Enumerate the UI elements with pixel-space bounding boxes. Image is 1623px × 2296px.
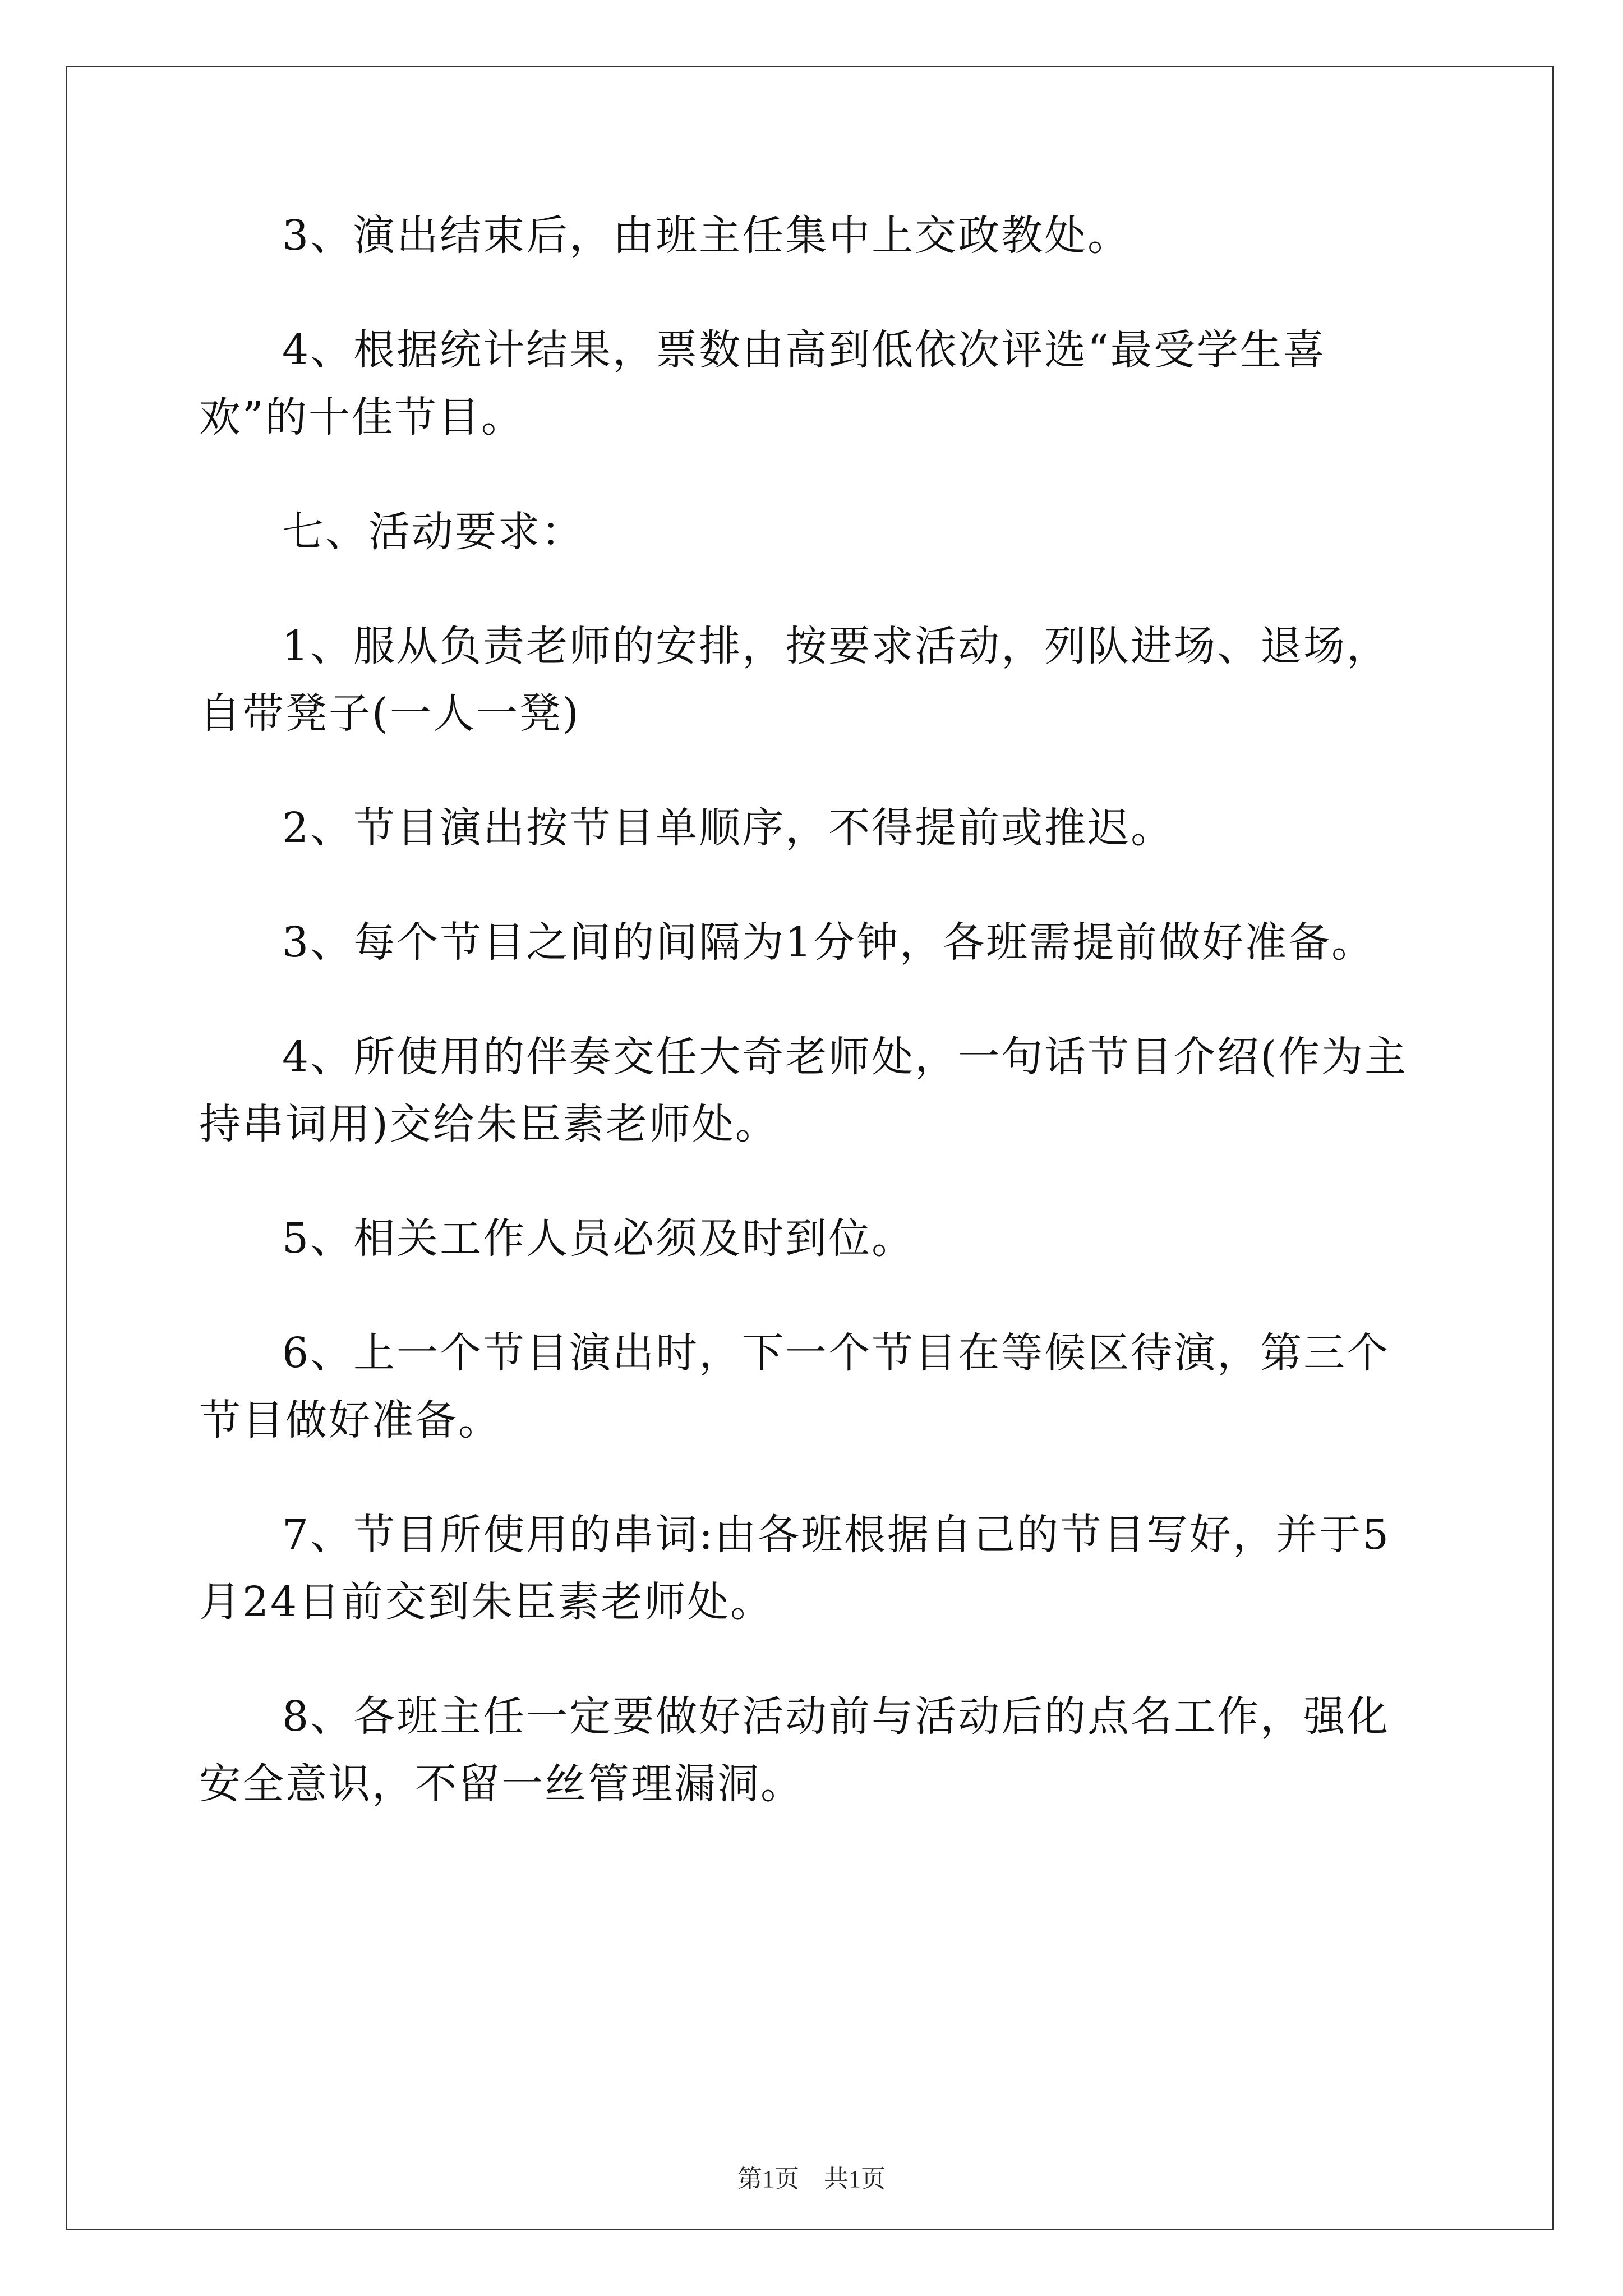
paragraph-submit-results: 3、演出结束后，由班主任集中上交政教处。 [282,211,1131,260]
document-body [199,202,1433,1865]
paragraph-requirement-1: 1、服从负责老师的安排，按要求活动，列队进场、退场，自带凳子(一人一凳) [199,622,1390,738]
paragraph-requirement-4: 4、所使用的伴奏交任大奇老师处，一句话节目介绍(作为主持串词用)交给朱臣素老师处。 [199,1033,1408,1148]
paragraph-requirement-2: 2、节目演出按节目单顺序，不得提前或推迟。 [282,804,1174,852]
paragraph-requirement-8: 8、各班主任一定要做好活动前与活动后的点名工作，强化安全意识，不留一丝管理漏洞。 [199,1692,1390,1808]
paragraph-requirement-5: 5、相关工作人员必须及时到位。 [282,1214,915,1263]
paragraph-top-ten-selection: 4、根据统计结果，票数由高到低依次评选“最受学生喜欢”的十佳节目。 [199,326,1326,441]
page-number-footer: 第1页 共1页 [737,2165,886,2193]
paragraph-requirement-7: 7、节目所使用的串词:由各班根据自己的节目写好，并于5月24日前交到朱臣素老师处。 [199,1511,1391,1626]
paragraph-requirement-3: 3、每个节目之间的间隔为1分钟，各班需提前做好准备。 [282,918,1375,967]
paragraph-requirement-6: 6、上一个节目演出时，下一个节目在等候区待演，第三个节目做好准备。 [199,1329,1390,1444]
section-heading-requirements: 七、活动要求： [282,508,584,556]
